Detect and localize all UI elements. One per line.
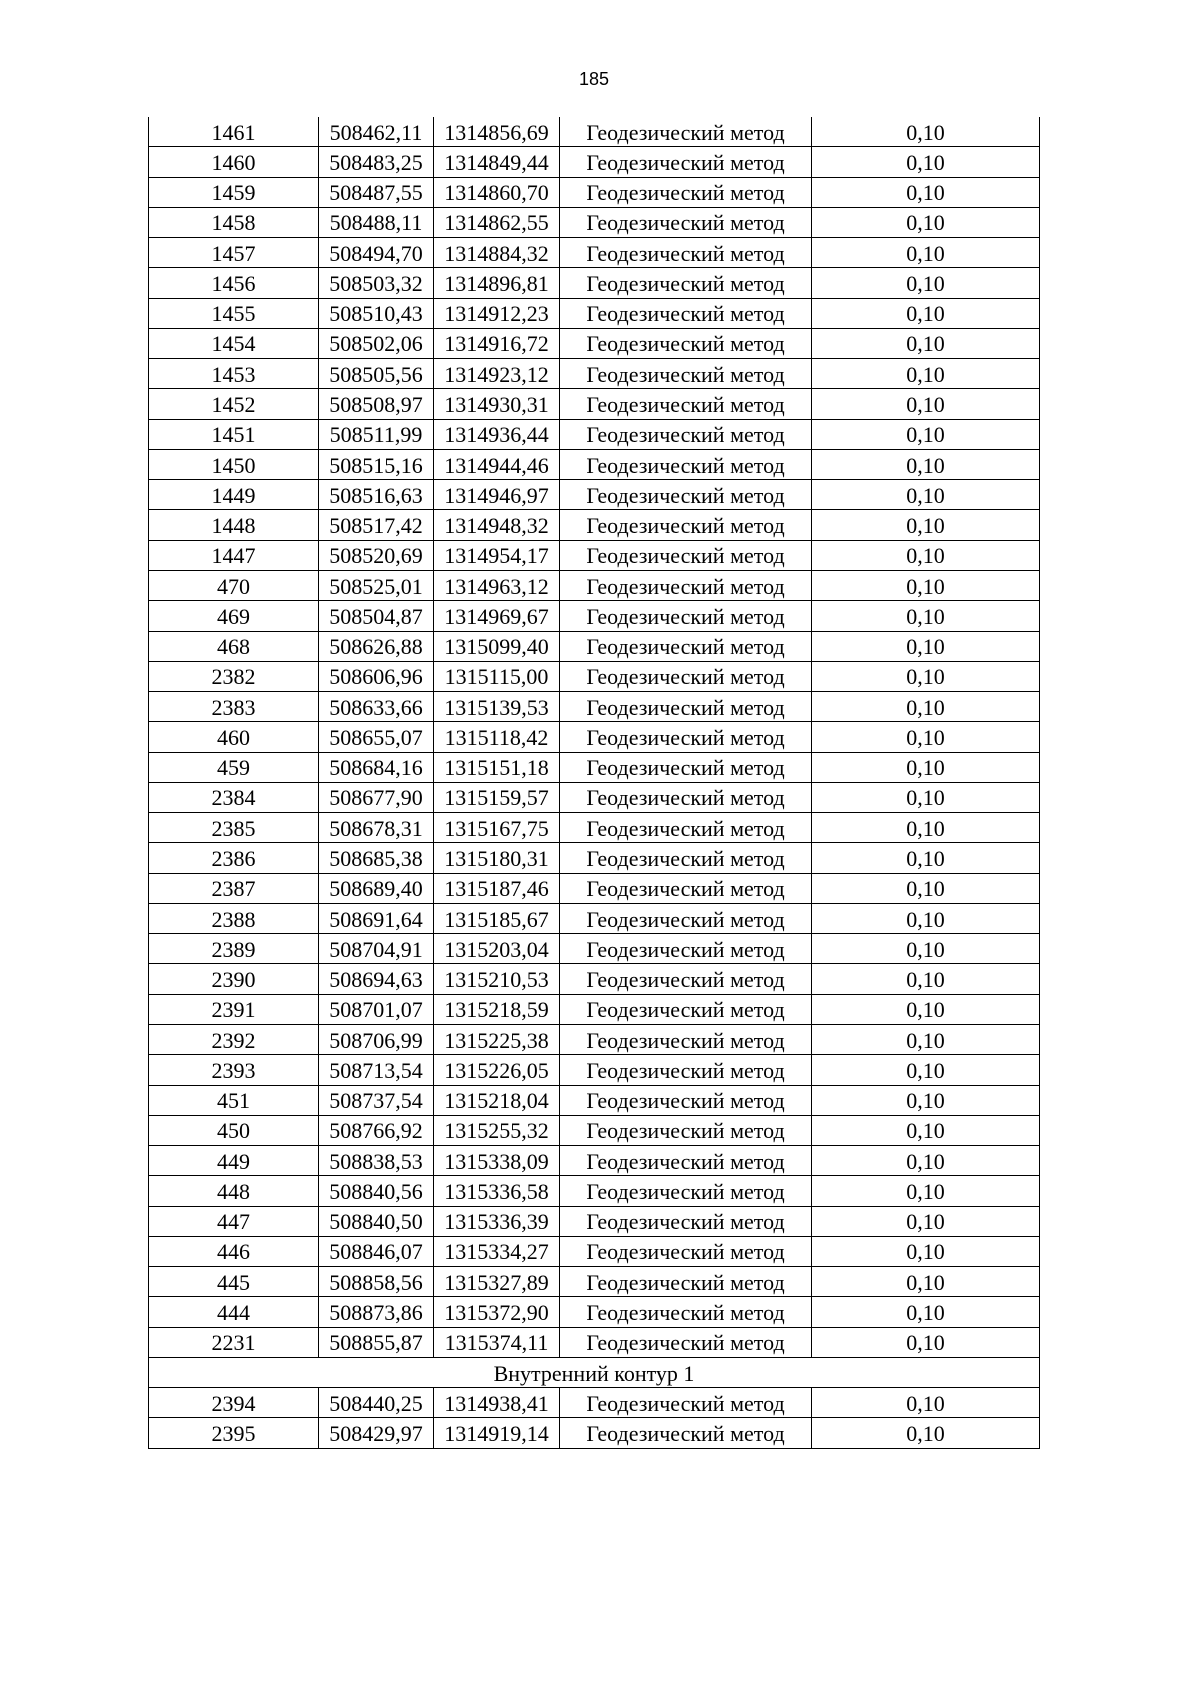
point-number-cell: 449 [148,1146,319,1176]
point-number-cell: 447 [148,1207,319,1237]
y-coordinate-cell: 1315099,40 [434,632,560,662]
method-cell: Геодезический метод [560,1025,812,1055]
point-number-cell: 2382 [148,662,319,692]
accuracy-cell: 0,10 [812,1237,1040,1267]
y-coordinate-cell: 1315115,00 [434,662,560,692]
method-cell: Геодезический метод [560,692,812,722]
y-coordinate-cell: 1315159,57 [434,783,560,813]
point-number-cell: 1453 [148,359,319,389]
method-cell: Геодезический метод [560,208,812,238]
y-coordinate-cell: 1315180,31 [434,843,560,873]
method-cell: Геодезический метод [560,420,812,450]
x-coordinate-cell: 508626,88 [319,632,434,662]
point-number-cell: 445 [148,1267,319,1297]
method-cell: Геодезический метод [560,601,812,631]
method-cell: Геодезический метод [560,299,812,329]
section-title-row: Внутренний контур 1 [148,1358,1040,1388]
method-cell: Геодезический метод [560,1176,812,1206]
x-coordinate-cell: 508737,54 [319,1086,434,1116]
accuracy-cell: 0,10 [812,1146,1040,1176]
accuracy-cell: 0,10 [812,632,1040,662]
accuracy-cell: 0,10 [812,1418,1040,1448]
x-coordinate-cell: 508633,66 [319,692,434,722]
accuracy-cell: 0,10 [812,813,1040,843]
x-coordinate-cell: 508517,42 [319,510,434,540]
method-cell: Геодезический метод [560,1237,812,1267]
y-coordinate-cell: 1314849,44 [434,147,560,177]
method-cell: Геодезический метод [560,813,812,843]
method-cell: Геодезический метод [560,450,812,480]
method-cell: Геодезический метод [560,843,812,873]
page-number: 185 [578,69,610,89]
accuracy-cell: 0,10 [812,1297,1040,1327]
point-number-cell: 2392 [148,1025,319,1055]
point-number-cell: 2385 [148,813,319,843]
method-cell: Геодезический метод [560,510,812,540]
method-cell: Геодезический метод [560,722,812,752]
x-coordinate-cell: 508840,56 [319,1176,434,1206]
point-number-cell: 1454 [148,329,319,359]
method-cell: Геодезический метод [560,1116,812,1146]
accuracy-cell: 0,10 [812,510,1040,540]
method-cell: Геодезический метод [560,268,812,298]
y-coordinate-cell: 1314884,32 [434,238,560,268]
accuracy-cell: 0,10 [812,480,1040,510]
accuracy-cell: 0,10 [812,934,1040,964]
x-coordinate-cell: 508655,07 [319,722,434,752]
method-cell: Геодезический метод [560,147,812,177]
accuracy-cell: 0,10 [812,238,1040,268]
point-number-cell: 1451 [148,420,319,450]
method-cell: Геодезический метод [560,783,812,813]
y-coordinate-cell: 1315225,38 [434,1025,560,1055]
x-coordinate-cell: 508685,38 [319,843,434,873]
method-cell: Геодезический метод [560,662,812,692]
method-cell: Геодезический метод [560,480,812,510]
accuracy-cell: 0,10 [812,117,1040,147]
y-coordinate-cell: 1314963,12 [434,571,560,601]
x-coordinate-cell: 508873,86 [319,1297,434,1327]
y-coordinate-cell: 1314912,23 [434,299,560,329]
method-cell: Геодезический метод [560,632,812,662]
point-number-cell: 2388 [148,904,319,934]
accuracy-cell: 0,10 [812,1025,1040,1055]
accuracy-cell: 0,10 [812,1176,1040,1206]
x-coordinate-cell: 508704,91 [319,934,434,964]
accuracy-cell: 0,10 [812,843,1040,873]
x-coordinate-cell: 508504,87 [319,601,434,631]
point-number-cell: 469 [148,601,319,631]
point-number-cell: 2386 [148,843,319,873]
point-number-cell: 1448 [148,510,319,540]
method-cell: Геодезический метод [560,1267,812,1297]
y-coordinate-cell: 1315139,53 [434,692,560,722]
x-coordinate-cell: 508678,31 [319,813,434,843]
y-coordinate-cell: 1315167,75 [434,813,560,843]
accuracy-cell: 0,10 [812,1388,1040,1418]
point-number-cell: 1457 [148,238,319,268]
y-coordinate-cell: 1314919,14 [434,1418,560,1448]
accuracy-cell: 0,10 [812,299,1040,329]
x-coordinate-cell: 508713,54 [319,1055,434,1085]
point-number-cell: 2395 [148,1418,319,1448]
accuracy-cell: 0,10 [812,147,1040,177]
y-coordinate-cell: 1315327,89 [434,1267,560,1297]
method-cell: Геодезический метод [560,1207,812,1237]
x-coordinate-cell: 508516,63 [319,480,434,510]
y-coordinate-cell: 1314954,17 [434,541,560,571]
point-number-cell: 1456 [148,268,319,298]
point-number-cell: 460 [148,722,319,752]
method-cell: Геодезический метод [560,1388,812,1418]
x-coordinate-cell: 508520,69 [319,541,434,571]
point-number-cell: 470 [148,571,319,601]
x-coordinate-cell: 508483,25 [319,147,434,177]
accuracy-cell: 0,10 [812,359,1040,389]
x-coordinate-cell: 508691,64 [319,904,434,934]
accuracy-cell: 0,10 [812,964,1040,994]
x-coordinate-cell: 508766,92 [319,1116,434,1146]
x-coordinate-cell: 508689,40 [319,874,434,904]
x-coordinate-cell: 508494,70 [319,238,434,268]
x-coordinate-cell: 508846,07 [319,1237,434,1267]
accuracy-cell: 0,10 [812,783,1040,813]
x-coordinate-cell: 508503,32 [319,268,434,298]
method-cell: Геодезический метод [560,934,812,964]
accuracy-cell: 0,10 [812,268,1040,298]
y-coordinate-cell: 1314946,97 [434,480,560,510]
point-number-cell: 2394 [148,1388,319,1418]
y-coordinate-cell: 1315338,09 [434,1146,560,1176]
method-cell: Геодезический метод [560,1328,812,1358]
point-number-cell: 2393 [148,1055,319,1085]
method-cell: Геодезический метод [560,1086,812,1116]
method-cell: Геодезический метод [560,329,812,359]
x-coordinate-cell: 508855,87 [319,1328,434,1358]
point-number-cell: 451 [148,1086,319,1116]
point-number-cell: 446 [148,1237,319,1267]
y-coordinate-cell: 1315226,05 [434,1055,560,1085]
x-coordinate-cell: 508505,56 [319,359,434,389]
y-coordinate-cell: 1315187,46 [434,874,560,904]
y-coordinate-cell: 1314862,55 [434,208,560,238]
y-coordinate-cell: 1315151,18 [434,753,560,783]
x-coordinate-cell: 508694,63 [319,964,434,994]
point-number-cell: 459 [148,753,319,783]
point-number-cell: 2231 [148,1328,319,1358]
accuracy-cell: 0,10 [812,904,1040,934]
accuracy-cell: 0,10 [812,208,1040,238]
accuracy-cell: 0,10 [812,1267,1040,1297]
y-coordinate-cell: 1315185,67 [434,904,560,934]
accuracy-cell: 0,10 [812,420,1040,450]
method-cell: Геодезический метод [560,117,812,147]
x-coordinate-cell: 508677,90 [319,783,434,813]
method-cell: Геодезический метод [560,1146,812,1176]
y-coordinate-cell: 1314916,72 [434,329,560,359]
y-coordinate-cell: 1315218,04 [434,1086,560,1116]
y-coordinate-cell: 1315203,04 [434,934,560,964]
y-coordinate-cell: 1315336,58 [434,1176,560,1206]
y-coordinate-cell: 1315336,39 [434,1207,560,1237]
point-number-cell: 2391 [148,995,319,1025]
point-number-cell: 1447 [148,541,319,571]
x-coordinate-cell: 508510,43 [319,299,434,329]
method-cell: Геодезический метод [560,1055,812,1085]
y-coordinate-cell: 1315372,90 [434,1297,560,1327]
x-coordinate-cell: 508838,53 [319,1146,434,1176]
x-coordinate-cell: 508515,16 [319,450,434,480]
accuracy-cell: 0,10 [812,178,1040,208]
y-coordinate-cell: 1315118,42 [434,722,560,752]
point-number-cell: 468 [148,632,319,662]
point-number-cell: 448 [148,1176,319,1206]
x-coordinate-cell: 508858,56 [319,1267,434,1297]
y-coordinate-cell: 1315334,27 [434,1237,560,1267]
accuracy-cell: 0,10 [812,995,1040,1025]
y-coordinate-cell: 1314856,69 [434,117,560,147]
accuracy-cell: 0,10 [812,1086,1040,1116]
y-coordinate-cell: 1314969,67 [434,601,560,631]
point-number-cell: 2383 [148,692,319,722]
point-number-cell: 1449 [148,480,319,510]
point-number-cell: 1460 [148,147,319,177]
point-number-cell: 450 [148,1116,319,1146]
x-coordinate-cell: 508502,06 [319,329,434,359]
x-coordinate-cell: 508684,16 [319,753,434,783]
accuracy-cell: 0,10 [812,1328,1040,1358]
x-coordinate-cell: 508706,99 [319,1025,434,1055]
method-cell: Геодезический метод [560,753,812,783]
y-coordinate-cell: 1314923,12 [434,359,560,389]
accuracy-cell: 0,10 [812,662,1040,692]
y-coordinate-cell: 1315218,59 [434,995,560,1025]
point-number-cell: 2389 [148,934,319,964]
x-coordinate-cell: 508487,55 [319,178,434,208]
method-cell: Геодезический метод [560,1418,812,1448]
point-number-cell: 2387 [148,874,319,904]
x-coordinate-cell: 508840,50 [319,1207,434,1237]
accuracy-cell: 0,10 [812,1116,1040,1146]
accuracy-cell: 0,10 [812,329,1040,359]
point-number-cell: 2384 [148,783,319,813]
y-coordinate-cell: 1314938,41 [434,1388,560,1418]
y-coordinate-cell: 1315374,11 [434,1328,560,1358]
y-coordinate-cell: 1315255,32 [434,1116,560,1146]
x-coordinate-cell: 508511,99 [319,420,434,450]
point-number-cell: 1452 [148,389,319,419]
y-coordinate-cell: 1314896,81 [434,268,560,298]
accuracy-cell: 0,10 [812,1055,1040,1085]
point-number-cell: 2390 [148,964,319,994]
x-coordinate-cell: 508701,07 [319,995,434,1025]
point-number-cell: 1458 [148,208,319,238]
method-cell: Геодезический метод [560,904,812,934]
method-cell: Геодезический метод [560,874,812,904]
point-number-cell: 1461 [148,117,319,147]
accuracy-cell: 0,10 [812,571,1040,601]
accuracy-cell: 0,10 [812,541,1040,571]
point-number-cell: 1455 [148,299,319,329]
y-coordinate-cell: 1314944,46 [434,450,560,480]
method-cell: Геодезический метод [560,1297,812,1327]
method-cell: Геодезический метод [560,238,812,268]
accuracy-cell: 0,10 [812,753,1040,783]
point-number-cell: 444 [148,1297,319,1327]
point-number-cell: 1459 [148,178,319,208]
accuracy-cell: 0,10 [812,389,1040,419]
method-cell: Геодезический метод [560,178,812,208]
y-coordinate-cell: 1314936,44 [434,420,560,450]
method-cell: Геодезический метод [560,541,812,571]
method-cell: Геодезический метод [560,389,812,419]
accuracy-cell: 0,10 [812,874,1040,904]
y-coordinate-cell: 1314948,32 [434,510,560,540]
x-coordinate-cell: 508488,11 [319,208,434,238]
accuracy-cell: 0,10 [812,722,1040,752]
x-coordinate-cell: 508440,25 [319,1388,434,1418]
coordinates-table [148,117,1040,1449]
accuracy-cell: 0,10 [812,601,1040,631]
method-cell: Геодезический метод [560,995,812,1025]
x-coordinate-cell: 508429,97 [319,1418,434,1448]
y-coordinate-cell: 1314930,31 [434,389,560,419]
x-coordinate-cell: 508462,11 [319,117,434,147]
method-cell: Геодезический метод [560,359,812,389]
x-coordinate-cell: 508525,01 [319,571,434,601]
accuracy-cell: 0,10 [812,450,1040,480]
x-coordinate-cell: 508606,96 [319,662,434,692]
y-coordinate-cell: 1314860,70 [434,178,560,208]
point-number-cell: 1450 [148,450,319,480]
method-cell: Геодезический метод [560,571,812,601]
method-cell: Геодезический метод [560,964,812,994]
y-coordinate-cell: 1315210,53 [434,964,560,994]
accuracy-cell: 0,10 [812,1207,1040,1237]
x-coordinate-cell: 508508,97 [319,389,434,419]
accuracy-cell: 0,10 [812,692,1040,722]
